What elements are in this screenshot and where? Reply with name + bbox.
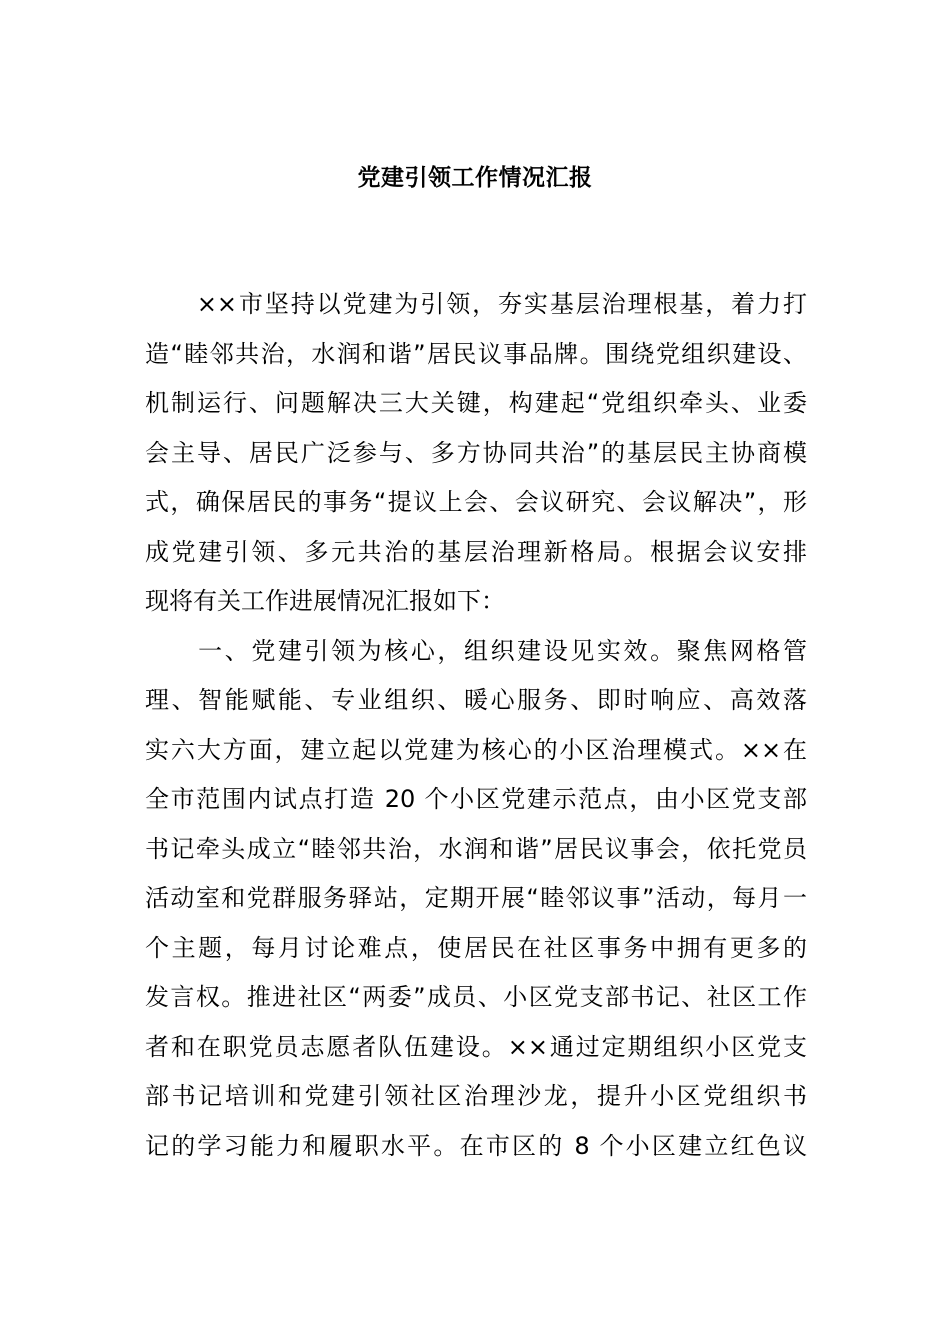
body-text-line: 理、智能赋能、专业组织、暖心服务、即时响应、高效落 xyxy=(145,686,807,714)
body-text-line: 实六大方面，建立起以党建为核心的小区治理模式。××在 xyxy=(145,735,807,764)
body-text-line: 现将有关工作进展情况汇报如下： xyxy=(145,587,505,615)
body-text-line: 机制运行、问题解决三大关键，构建起“党组织牵头、业委 xyxy=(145,389,807,417)
body-text-line: 会主导、居民广泛参与、多方协同共治”的基层民主协商模 xyxy=(145,438,807,467)
body-text-line: 活动室和党群服务驿站，定期开展“睦邻议事”活动，每月一 xyxy=(145,884,807,912)
body-text-line: 者和在职党员志愿者队伍建设。××通过定期组织小区党支 xyxy=(145,1032,807,1061)
body-text-line: 成党建引领、多元共治的基层治理新格局。根据会议安排 xyxy=(145,537,807,566)
body-text-line: 书记牵头成立“睦邻共治，水润和谐”居民议事会，依托党员 xyxy=(145,834,807,863)
body-text-line: ××市坚持以党建为引领，夯实基层治理根基，着力打 xyxy=(145,290,807,318)
document-title: 党建引领工作情况汇报 xyxy=(357,165,593,191)
body-text-line: 部书记培训和党建引领社区治理沙龙，提升小区党组织书 xyxy=(145,1082,807,1110)
body-text-line: 记的学习能力和履职水平。在市区的 8 个小区建立红色议 xyxy=(145,1131,807,1160)
document-body xyxy=(145,280,807,1171)
body-text-line: 式，确保居民的事务“提议上会、会议研究、会议解决”，形 xyxy=(145,488,807,516)
body-text-line: 造“睦邻共治，水润和谐”居民议事品牌。围绕党组织建设、 xyxy=(145,339,807,368)
body-text-line: 全市范围内试点打造 20 个小区党建示范点，由小区党支部 xyxy=(145,785,807,813)
body-text-line: 个主题，每月讨论难点，使居民在社区事务中拥有更多的 xyxy=(145,933,807,962)
body-text-line: 发言权。推进社区“两委”成员、小区党支部书记、社区工作 xyxy=(145,983,807,1011)
body-text-line: 一、党建引领为核心，组织建设见实效。聚焦网格管 xyxy=(145,636,807,665)
